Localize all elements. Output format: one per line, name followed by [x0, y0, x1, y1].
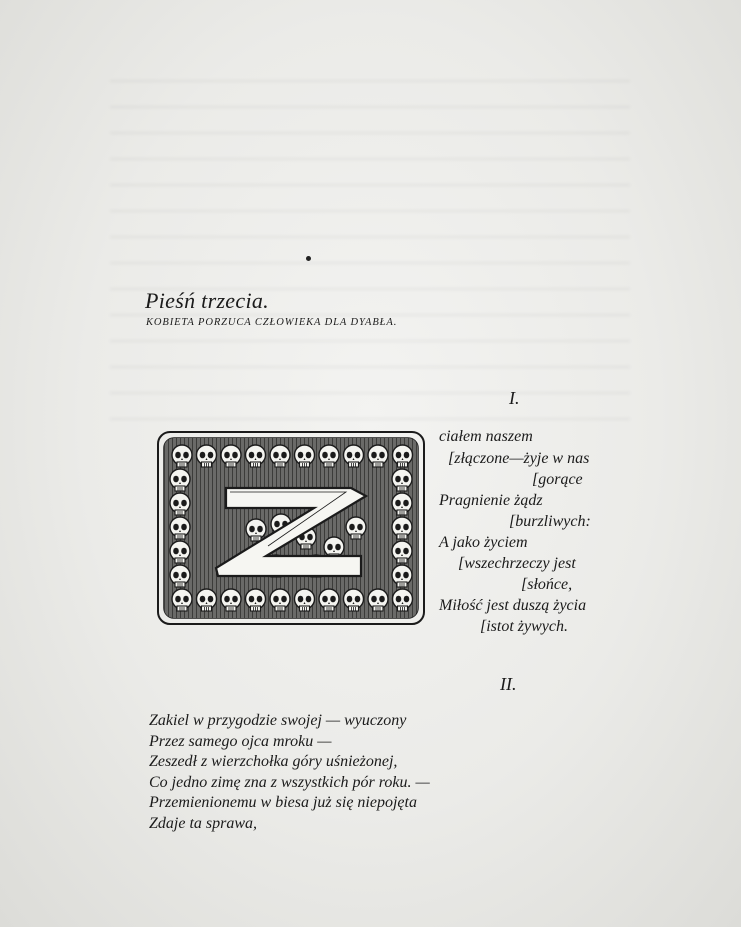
verse-1-line-9: Miłość jest duszą życia: [439, 597, 587, 614]
verse-1-line-6: A jako życiem: [439, 534, 528, 551]
section-numeral-1: I.: [509, 388, 520, 408]
verse-1-line-8: [słońce,: [521, 576, 573, 593]
verse-1-line-10: [istot żywych.: [480, 618, 568, 635]
decorated-initial-z: [156, 430, 426, 626]
verse-2-line-5: Przemienionemu w biesa już się niepojęta: [149, 794, 417, 811]
verse-1-line-7: [wszechrzeczy jest: [458, 555, 576, 572]
verse-2-line-1: Zakiel w przygodzie swojej — wyuczony: [149, 712, 407, 729]
song-subtitle: KOBIETA PORZUCA CZŁOWIEKA DLA DYABŁA.: [146, 317, 398, 328]
verse-2-line-3: Zeszedł z wierzchołka góry uśnieżonej,: [149, 753, 398, 770]
ornament-dot: [306, 256, 311, 261]
verse-1-line-4: Pragnienie żądz: [439, 492, 543, 509]
verse-1-line-5: [burzliwych:: [509, 513, 591, 530]
verse-2-line-4: Co jedno zimę zna z wszystkich pór roku. —: [149, 773, 430, 791]
verse-2-line-6: Zdaje ta sprawa,: [149, 814, 258, 832]
song-title: Pieśń trzecia.: [145, 288, 269, 313]
verse-1-line-1: ciałem naszem: [439, 428, 533, 445]
verse-2-line-2: Przez samego ojca mroku —: [149, 732, 332, 750]
verse-2: [149, 711, 430, 834]
bleed-through-text: [110, 60, 630, 420]
verse-1-line-2: [złączone—żyje w nas: [448, 450, 590, 467]
verse-1-line-3: [gorące: [532, 471, 583, 488]
section-numeral-2: II.: [500, 674, 517, 694]
